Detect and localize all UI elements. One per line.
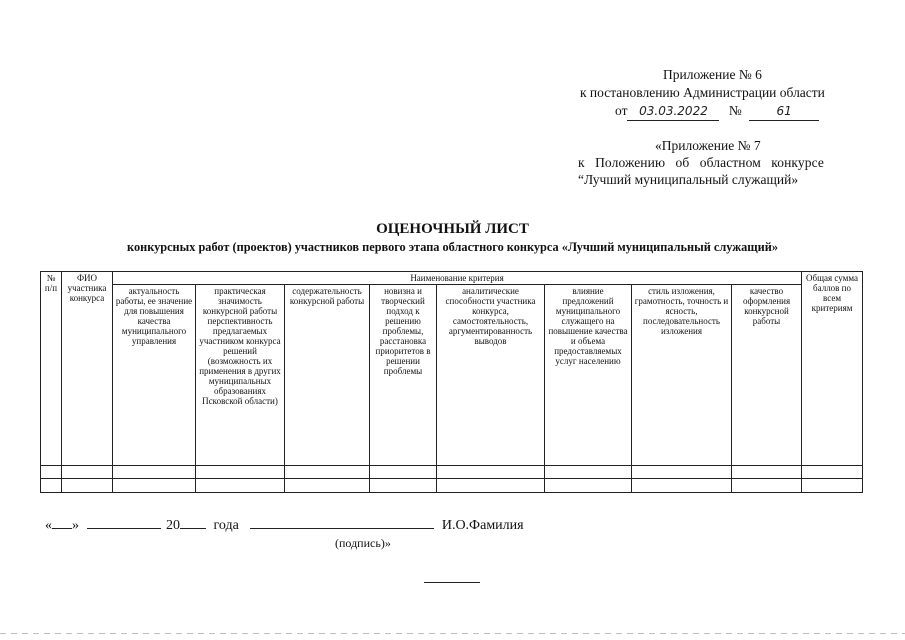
criterion-3: содержательность конкурсной работы [285, 285, 370, 466]
regulation-line-1: к Положению об областном конкурсе [578, 155, 824, 170]
criterion-7: стиль изложения, грамотность, точность и ясность, последовательность изложения [632, 285, 732, 466]
document-subtitle: конкурсных работ (проектов) участников первого этапа областного конкурса «Лучший муниципальный служащий» [127, 240, 778, 254]
regulation-line-2: “Лучший муниципальный служащий» [578, 172, 799, 187]
criterion-5: аналитические способности участника конкурса, самостоятельность, аргументированность выводов [437, 285, 545, 466]
decree-date-line [615, 102, 855, 121]
decree-label: к постановлению Администрации области [580, 85, 825, 100]
from-prefix: от [615, 103, 628, 118]
table-row [41, 479, 863, 493]
header-total: Общая сумма баллов по всем критериям [802, 272, 863, 466]
header-fio: ФИО участника конкурса [62, 272, 113, 466]
year-word: года [213, 518, 239, 533]
name-placeholder: И.О.Фамилия [441, 518, 524, 533]
table-row [41, 466, 863, 479]
year-blank [180, 528, 206, 529]
month-blank [87, 528, 161, 529]
year-prefix: 20 [166, 518, 180, 533]
document-title: ОЦЕНОЧНЫЙ ЛИСТ [376, 221, 529, 237]
number-sign: № [728, 103, 742, 118]
close-quote: » [72, 518, 79, 533]
open-quote: « [45, 518, 52, 533]
signature-line [45, 518, 524, 534]
header-num: № п/п [41, 272, 62, 466]
criterion-2: практическая значимость конкурсной работы перспективность предлагаемых участником конкурса решений (возможность их применения в других муниципальных образованиях Псковской области) [196, 285, 285, 466]
appendix-7-label: «Приложение № 7 [655, 138, 761, 153]
scan-artifact-line [0, 633, 905, 634]
criterion-6: влияние предложений муниципального служащего на повышение качества и объема предоставляемых услуг населению [545, 285, 632, 466]
criterion-8: качество оформления конкурсной работы [732, 285, 802, 466]
criterion-4: новизна и творческий подход к решению проблемы, расстановка приоритетов в решении проблемы [370, 285, 437, 466]
signature-blank [250, 528, 434, 529]
criterion-1: актуальность работы, ее значение для повышения качества муниципального управления [113, 285, 196, 466]
closing-rule [424, 582, 480, 583]
header-criteria: Наименование критерия [113, 272, 802, 285]
handwritten-date: 03.03.2022 [627, 103, 719, 121]
signature-caption: (подпись)» [335, 536, 391, 550]
handwritten-number: 61 [749, 103, 819, 121]
evaluation-table [40, 271, 863, 493]
appendix-6-label: Приложение № 6 [663, 67, 762, 82]
